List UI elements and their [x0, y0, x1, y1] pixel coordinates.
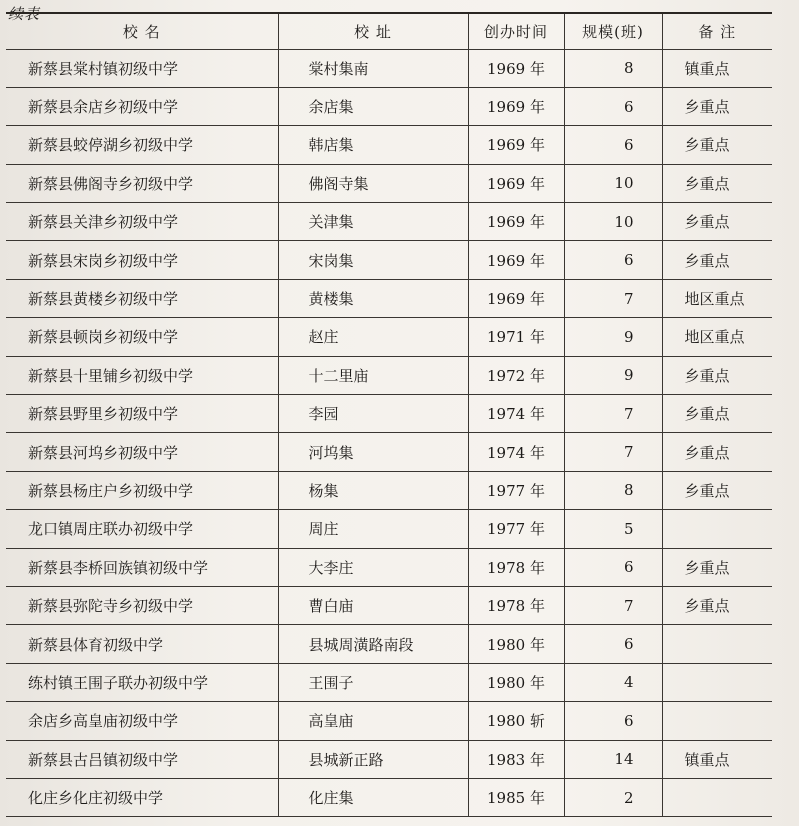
table-row: [6, 740, 772, 778]
header-note: 备 注: [662, 13, 772, 49]
school-name-cell: 新蔡县关津乡初级中学: [6, 203, 278, 241]
founded-year-cell: 1972 年: [468, 356, 564, 394]
school-address-cell: 周庄: [278, 510, 468, 548]
school-address-cell: 杨集: [278, 471, 468, 509]
school-name-cell: 新蔡县黄楼乡初级中学: [6, 279, 278, 317]
school-name-cell: 新蔡县蛟停湖乡初级中学: [6, 126, 278, 164]
school-name-cell: 新蔡县杨庄户乡初级中学: [6, 471, 278, 509]
school-name-cell: 余店乡高皇庙初级中学: [6, 702, 278, 740]
table-row: [6, 279, 772, 317]
header-size: 规模(班): [564, 13, 662, 49]
class-count-cell: 9: [564, 318, 662, 356]
note-cell: 乡重点: [662, 356, 772, 394]
class-count-cell: 10: [564, 203, 662, 241]
class-count-cell: 2: [564, 778, 662, 816]
school-address-cell: 佛阁寺集: [278, 164, 468, 202]
note-cell: 乡重点: [662, 471, 772, 509]
school-name-cell: 新蔡县河坞乡初级中学: [6, 433, 278, 471]
header-school-name: 校 名: [6, 13, 278, 49]
class-count-cell: 6: [564, 702, 662, 740]
table-row: [6, 510, 772, 548]
note-cell: 乡重点: [662, 433, 772, 471]
table-row: [6, 87, 772, 125]
note-cell: 镇重点: [662, 49, 772, 87]
note-cell: 乡重点: [662, 126, 772, 164]
table-row: [6, 663, 772, 701]
founded-year-cell: 1983 年: [468, 740, 564, 778]
founded-year-cell: 1974 年: [468, 433, 564, 471]
note-cell: 乡重点: [662, 548, 772, 586]
school-address-cell: 黄楼集: [278, 279, 468, 317]
school-address-cell: 余店集: [278, 87, 468, 125]
founded-year-cell: 1985 年: [468, 778, 564, 816]
note-cell: [662, 702, 772, 740]
class-count-cell: 8: [564, 49, 662, 87]
school-address-cell: 河坞集: [278, 433, 468, 471]
school-address-cell: 化庄集: [278, 778, 468, 816]
table-row: [6, 625, 772, 663]
class-count-cell: 6: [564, 241, 662, 279]
founded-year-cell: 1969 年: [468, 164, 564, 202]
founded-year-cell: 1974 年: [468, 395, 564, 433]
note-cell: [662, 778, 772, 816]
founded-year-cell: 1969 年: [468, 49, 564, 87]
class-count-cell: 14: [564, 740, 662, 778]
table-row: [6, 241, 772, 279]
school-name-cell: 新蔡县顿岗乡初级中学: [6, 318, 278, 356]
founded-year-cell: 1969 年: [468, 203, 564, 241]
table-row: [6, 433, 772, 471]
school-name-cell: 新蔡县余店乡初级中学: [6, 87, 278, 125]
note-cell: 乡重点: [662, 203, 772, 241]
class-count-cell: 7: [564, 433, 662, 471]
school-address-cell: 关津集: [278, 203, 468, 241]
table-header-row: [6, 13, 772, 49]
note-cell: 乡重点: [662, 164, 772, 202]
table-row: [6, 318, 772, 356]
founded-year-cell: 1969 年: [468, 279, 564, 317]
table-row: [6, 548, 772, 586]
school-address-cell: 韩店集: [278, 126, 468, 164]
school-address-cell: 县城新正路: [278, 740, 468, 778]
founded-year-cell: 1977 年: [468, 471, 564, 509]
school-name-cell: 练村镇王围子联办初级中学: [6, 663, 278, 701]
note-cell: 乡重点: [662, 241, 772, 279]
founded-year-cell: 1969 年: [468, 87, 564, 125]
class-count-cell: 7: [564, 395, 662, 433]
class-count-cell: 7: [564, 586, 662, 624]
school-address-cell: 十二里庙: [278, 356, 468, 394]
class-count-cell: 9: [564, 356, 662, 394]
table-row: [6, 164, 772, 202]
school-name-cell: 新蔡县棠村镇初级中学: [6, 49, 278, 87]
school-address-cell: 高皇庙: [278, 702, 468, 740]
school-name-cell: 新蔡县体育初级中学: [6, 625, 278, 663]
continued-label: 续表: [8, 5, 41, 23]
school-name-cell: 龙口镇周庄联办初级中学: [6, 510, 278, 548]
school-name-cell: 新蔡县野里乡初级中学: [6, 395, 278, 433]
table-row: [6, 778, 772, 816]
founded-year-cell: 1978 年: [468, 586, 564, 624]
school-address-cell: 县城周潢路南段: [278, 625, 468, 663]
table-row: [6, 702, 772, 740]
note-cell: 乡重点: [662, 87, 772, 125]
school-address-cell: 宋岗集: [278, 241, 468, 279]
note-cell: [662, 510, 772, 548]
founded-year-cell: 1969 年: [468, 126, 564, 164]
table-row: [6, 126, 772, 164]
founded-year-cell: 1978 年: [468, 548, 564, 586]
founded-year-cell: 1971 年: [468, 318, 564, 356]
school-address-cell: 王围子: [278, 663, 468, 701]
class-count-cell: 8: [564, 471, 662, 509]
class-count-cell: 7: [564, 279, 662, 317]
note-cell: 乡重点: [662, 395, 772, 433]
school-address-cell: 李园: [278, 395, 468, 433]
founded-year-cell: 1980 年: [468, 663, 564, 701]
school-table: [6, 12, 772, 817]
school-name-cell: 新蔡县李桥回族镇初级中学: [6, 548, 278, 586]
founded-year-cell: 1969 年: [468, 241, 564, 279]
school-address-cell: 大李庄: [278, 548, 468, 586]
table-row: [6, 471, 772, 509]
founded-year-cell: 1980 年: [468, 625, 564, 663]
class-count-cell: 6: [564, 126, 662, 164]
header-school-address: 校 址: [278, 13, 468, 49]
school-name-cell: 新蔡县古吕镇初级中学: [6, 740, 278, 778]
note-cell: [662, 625, 772, 663]
note-cell: 地区重点: [662, 318, 772, 356]
class-count-cell: 4: [564, 663, 662, 701]
header-founded: 创办时间: [468, 13, 564, 49]
table-row: [6, 395, 772, 433]
table-row: [6, 586, 772, 624]
class-count-cell: 6: [564, 625, 662, 663]
class-count-cell: 5: [564, 510, 662, 548]
table-row: [6, 203, 772, 241]
school-name-cell: 化庄乡化庄初级中学: [6, 778, 278, 816]
table-row: [6, 49, 772, 87]
class-count-cell: 6: [564, 87, 662, 125]
school-address-cell: 曹白庙: [278, 586, 468, 624]
school-address-cell: 赵庄: [278, 318, 468, 356]
class-count-cell: 10: [564, 164, 662, 202]
school-name-cell: 新蔡县宋岗乡初级中学: [6, 241, 278, 279]
note-cell: 地区重点: [662, 279, 772, 317]
school-address-cell: 棠村集南: [278, 49, 468, 87]
note-cell: 乡重点: [662, 586, 772, 624]
note-cell: 镇重点: [662, 740, 772, 778]
school-name-cell: 新蔡县弥陀寺乡初级中学: [6, 586, 278, 624]
school-name-cell: 新蔡县十里铺乡初级中学: [6, 356, 278, 394]
founded-year-cell: 1980 斩: [468, 702, 564, 740]
school-name-cell: 新蔡县佛阁寺乡初级中学: [6, 164, 278, 202]
class-count-cell: 6: [564, 548, 662, 586]
table-row: [6, 356, 772, 394]
note-cell: [662, 663, 772, 701]
founded-year-cell: 1977 年: [468, 510, 564, 548]
